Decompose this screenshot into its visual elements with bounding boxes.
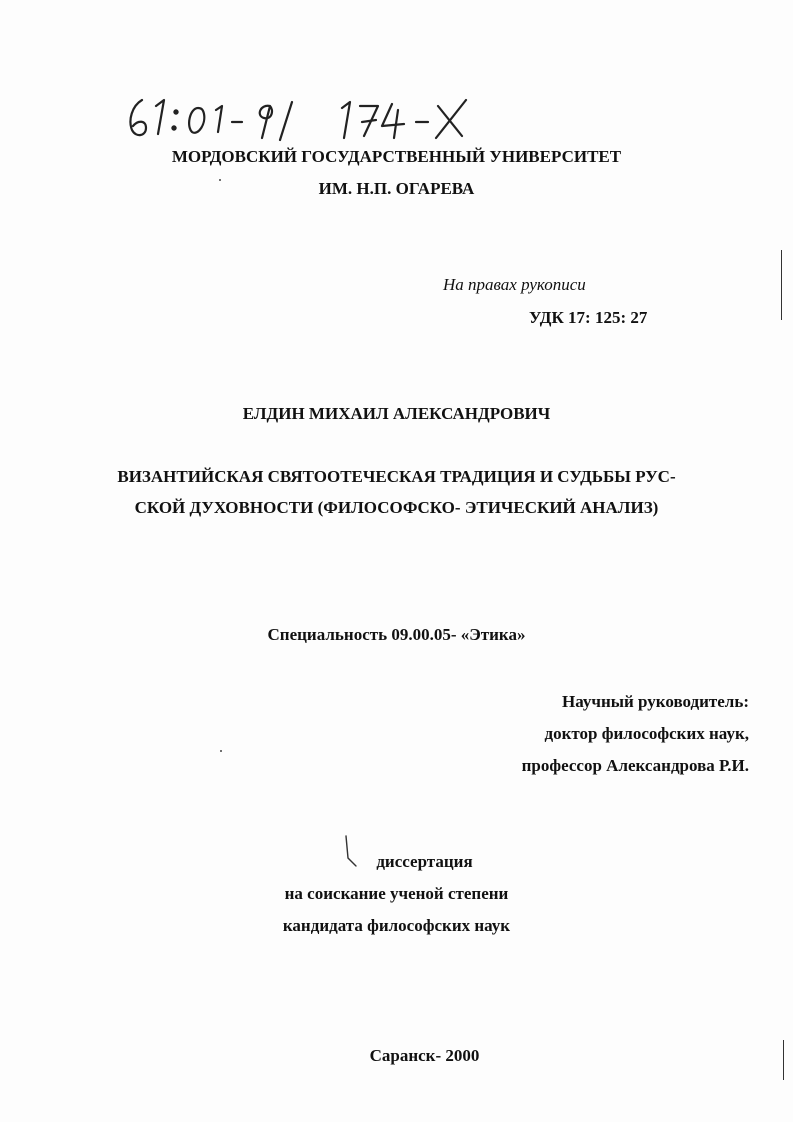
- city-year: Саранск- 2000: [369, 1046, 480, 1065]
- dissertation-type: диссертация: [376, 852, 473, 871]
- university-name-subtitle: ИМ. Н.П. ОГАРЕВА: [318, 179, 475, 198]
- author-name: ЕЛДИН МИХАИЛ АЛЕКСАНДРОВИЧ: [242, 404, 551, 423]
- dissertation-title-line-2: СКОЙ ДУХОВНОСТИ (ФИЛОСОФСКО- ЭТИЧЕСКИЙ АНАЛИЗ): [134, 498, 659, 517]
- scan-edge-mark: [781, 250, 782, 320]
- dissertation-title-line-1: ВИЗАНТИЙСКАЯ СВЯТООТЕЧЕСКАЯ ТРАДИЦИЯ И СУДЬБЫ РУС-: [117, 467, 676, 486]
- handwritten-archive-number: [124, 94, 484, 144]
- scan-edge-mark: [783, 1040, 784, 1080]
- supervisor-name: профессор Александрова Р.И.: [521, 756, 749, 775]
- degree-name: кандидата философских наук: [282, 916, 511, 935]
- degree-purpose: на соискание ученой степени: [284, 884, 509, 903]
- supervisor-degree: доктор философских наук,: [544, 724, 749, 743]
- supervisor-label: Научный руководитель:: [562, 692, 749, 711]
- scan-speck: [219, 179, 221, 181]
- university-name: МОРДОВСКИЙ ГОСУДАРСТВЕННЫЙ УНИВЕРСИТЕТ: [171, 147, 622, 166]
- udc-code: УДК 17: 125: 27: [529, 308, 648, 327]
- scan-speck: [220, 750, 222, 752]
- manuscript-rights-note: На правах рукописи: [443, 275, 586, 294]
- specialty-line: Специальность 09.00.05- «Этика»: [267, 625, 526, 644]
